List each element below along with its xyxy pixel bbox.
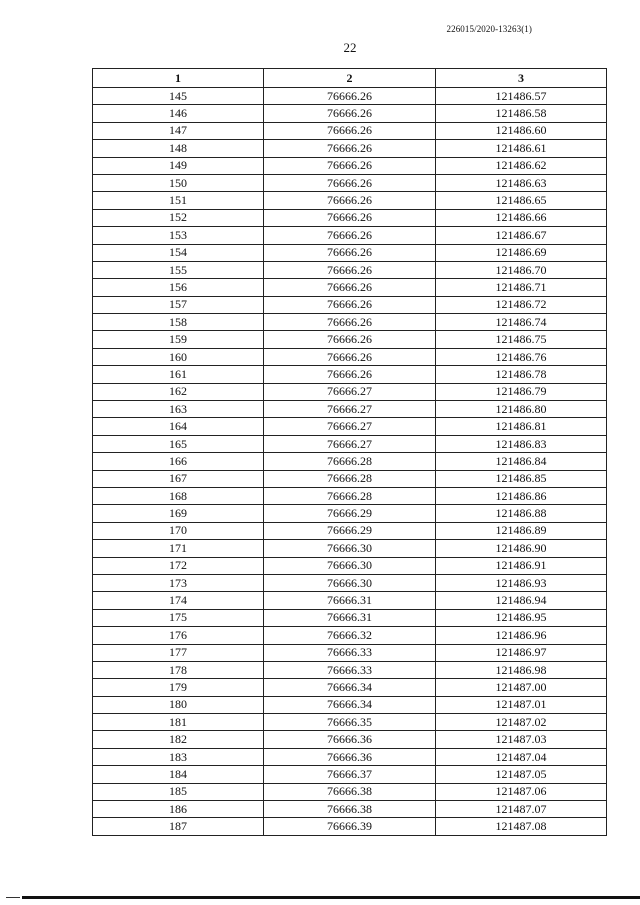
y-coordinate-cell: 121486.94 bbox=[436, 592, 607, 609]
x-coordinate-cell: 76666.26 bbox=[264, 348, 436, 365]
x-coordinate-cell: 76666.26 bbox=[264, 314, 436, 331]
x-coordinate-cell: 76666.31 bbox=[264, 592, 436, 609]
table-row bbox=[93, 540, 607, 557]
footer-rule-stub bbox=[6, 897, 20, 898]
y-coordinate-cell: 121487.05 bbox=[436, 766, 607, 783]
footer-rule bbox=[22, 896, 640, 899]
point-number-cell: 159 bbox=[93, 331, 264, 348]
table-row bbox=[93, 592, 607, 609]
x-coordinate-cell: 76666.34 bbox=[264, 696, 436, 713]
x-coordinate-cell: 76666.38 bbox=[264, 783, 436, 800]
table-row bbox=[93, 661, 607, 678]
x-coordinate-cell: 76666.30 bbox=[264, 574, 436, 591]
y-coordinate-cell: 121486.60 bbox=[436, 122, 607, 139]
point-number-cell: 172 bbox=[93, 557, 264, 574]
y-coordinate-cell: 121486.70 bbox=[436, 261, 607, 278]
table-row bbox=[93, 418, 607, 435]
x-coordinate-cell: 76666.28 bbox=[264, 453, 436, 470]
point-number-cell: 150 bbox=[93, 174, 264, 191]
column-header-3: 3 bbox=[436, 69, 607, 88]
y-coordinate-cell: 121486.84 bbox=[436, 453, 607, 470]
point-number-cell: 186 bbox=[93, 801, 264, 818]
table-row bbox=[93, 227, 607, 244]
point-number-cell: 167 bbox=[93, 470, 264, 487]
table-row bbox=[93, 783, 607, 800]
x-coordinate-cell: 76666.26 bbox=[264, 140, 436, 157]
y-coordinate-cell: 121486.89 bbox=[436, 522, 607, 539]
y-coordinate-cell: 121486.81 bbox=[436, 418, 607, 435]
x-coordinate-cell: 76666.39 bbox=[264, 818, 436, 835]
y-coordinate-cell: 121486.96 bbox=[436, 627, 607, 644]
x-coordinate-cell: 76666.26 bbox=[264, 157, 436, 174]
table-row bbox=[93, 331, 607, 348]
y-coordinate-cell: 121486.88 bbox=[436, 505, 607, 522]
y-coordinate-cell: 121487.02 bbox=[436, 714, 607, 731]
table-row bbox=[93, 644, 607, 661]
table-row bbox=[93, 748, 607, 765]
coordinates-table bbox=[92, 68, 607, 836]
point-number-cell: 183 bbox=[93, 748, 264, 765]
x-coordinate-cell: 76666.29 bbox=[264, 505, 436, 522]
x-coordinate-cell: 76666.29 bbox=[264, 522, 436, 539]
x-coordinate-cell: 76666.26 bbox=[264, 122, 436, 139]
y-coordinate-cell: 121487.08 bbox=[436, 818, 607, 835]
table-row bbox=[93, 122, 607, 139]
point-number-cell: 184 bbox=[93, 766, 264, 783]
y-coordinate-cell: 121486.90 bbox=[436, 540, 607, 557]
x-coordinate-cell: 76666.31 bbox=[264, 609, 436, 626]
x-coordinate-cell: 76666.26 bbox=[264, 366, 436, 383]
x-coordinate-cell: 76666.26 bbox=[264, 88, 436, 105]
y-coordinate-cell: 121486.58 bbox=[436, 105, 607, 122]
y-coordinate-cell: 121487.07 bbox=[436, 801, 607, 818]
point-number-cell: 173 bbox=[93, 574, 264, 591]
x-coordinate-cell: 76666.30 bbox=[264, 540, 436, 557]
y-coordinate-cell: 121486.79 bbox=[436, 383, 607, 400]
y-coordinate-cell: 121486.83 bbox=[436, 435, 607, 452]
point-number-cell: 177 bbox=[93, 644, 264, 661]
x-coordinate-cell: 76666.28 bbox=[264, 470, 436, 487]
x-coordinate-cell: 76666.27 bbox=[264, 383, 436, 400]
table-row bbox=[93, 140, 607, 157]
point-number-cell: 179 bbox=[93, 679, 264, 696]
point-number-cell: 174 bbox=[93, 592, 264, 609]
table-row bbox=[93, 296, 607, 313]
table-body bbox=[93, 88, 607, 836]
point-number-cell: 149 bbox=[93, 157, 264, 174]
x-coordinate-cell: 76666.26 bbox=[264, 227, 436, 244]
y-coordinate-cell: 121486.57 bbox=[436, 88, 607, 105]
x-coordinate-cell: 76666.26 bbox=[264, 279, 436, 296]
page-number: 22 bbox=[343, 40, 357, 55]
x-coordinate-cell: 76666.27 bbox=[264, 418, 436, 435]
point-number-cell: 176 bbox=[93, 627, 264, 644]
table-row bbox=[93, 105, 607, 122]
y-coordinate-cell: 121486.65 bbox=[436, 192, 607, 209]
table-row bbox=[93, 574, 607, 591]
table-row bbox=[93, 174, 607, 191]
y-coordinate-cell: 121486.97 bbox=[436, 644, 607, 661]
point-number-cell: 168 bbox=[93, 487, 264, 504]
x-coordinate-cell: 76666.33 bbox=[264, 644, 436, 661]
x-coordinate-cell: 76666.36 bbox=[264, 731, 436, 748]
table-row bbox=[93, 366, 607, 383]
column-header-2: 2 bbox=[264, 69, 436, 88]
point-number-cell: 157 bbox=[93, 296, 264, 313]
table-row bbox=[93, 818, 607, 835]
point-number-cell: 181 bbox=[93, 714, 264, 731]
point-number-cell: 153 bbox=[93, 227, 264, 244]
y-coordinate-cell: 121486.76 bbox=[436, 348, 607, 365]
document-id: 226015/2020-13263(1) bbox=[446, 24, 532, 34]
point-number-cell: 151 bbox=[93, 192, 264, 209]
table-row bbox=[93, 314, 607, 331]
table-row bbox=[93, 209, 607, 226]
table-row bbox=[93, 609, 607, 626]
point-number-cell: 154 bbox=[93, 244, 264, 261]
y-coordinate-cell: 121486.78 bbox=[436, 366, 607, 383]
table-row bbox=[93, 627, 607, 644]
y-coordinate-cell: 121486.74 bbox=[436, 314, 607, 331]
table-row bbox=[93, 453, 607, 470]
point-number-cell: 158 bbox=[93, 314, 264, 331]
y-coordinate-cell: 121486.85 bbox=[436, 470, 607, 487]
table-row bbox=[93, 731, 607, 748]
x-coordinate-cell: 76666.35 bbox=[264, 714, 436, 731]
y-coordinate-cell: 121486.67 bbox=[436, 227, 607, 244]
table-row bbox=[93, 766, 607, 783]
table-row bbox=[93, 487, 607, 504]
x-coordinate-cell: 76666.26 bbox=[264, 296, 436, 313]
table-row bbox=[93, 557, 607, 574]
table-row bbox=[93, 383, 607, 400]
y-coordinate-cell: 121486.80 bbox=[436, 401, 607, 418]
x-coordinate-cell: 76666.26 bbox=[264, 105, 436, 122]
point-number-cell: 182 bbox=[93, 731, 264, 748]
point-number-cell: 163 bbox=[93, 401, 264, 418]
y-coordinate-cell: 121486.86 bbox=[436, 487, 607, 504]
point-number-cell: 165 bbox=[93, 435, 264, 452]
y-coordinate-cell: 121486.62 bbox=[436, 157, 607, 174]
y-coordinate-cell: 121487.01 bbox=[436, 696, 607, 713]
y-coordinate-cell: 121487.03 bbox=[436, 731, 607, 748]
y-coordinate-cell: 121486.66 bbox=[436, 209, 607, 226]
y-coordinate-cell: 121486.75 bbox=[436, 331, 607, 348]
point-number-cell: 187 bbox=[93, 818, 264, 835]
x-coordinate-cell: 76666.28 bbox=[264, 487, 436, 504]
y-coordinate-cell: 121486.71 bbox=[436, 279, 607, 296]
table-row bbox=[93, 348, 607, 365]
table-row bbox=[93, 470, 607, 487]
point-number-cell: 166 bbox=[93, 453, 264, 470]
table-row bbox=[93, 401, 607, 418]
table-row bbox=[93, 244, 607, 261]
point-number-cell: 171 bbox=[93, 540, 264, 557]
table-row bbox=[93, 192, 607, 209]
point-number-cell: 164 bbox=[93, 418, 264, 435]
point-number-cell: 170 bbox=[93, 522, 264, 539]
table-row bbox=[93, 696, 607, 713]
table-row bbox=[93, 157, 607, 174]
x-coordinate-cell: 76666.33 bbox=[264, 661, 436, 678]
y-coordinate-cell: 121486.63 bbox=[436, 174, 607, 191]
y-coordinate-cell: 121486.69 bbox=[436, 244, 607, 261]
x-coordinate-cell: 76666.36 bbox=[264, 748, 436, 765]
x-coordinate-cell: 76666.26 bbox=[264, 174, 436, 191]
x-coordinate-cell: 76666.30 bbox=[264, 557, 436, 574]
y-coordinate-cell: 121487.00 bbox=[436, 679, 607, 696]
table-row bbox=[93, 279, 607, 296]
point-number-cell: 185 bbox=[93, 783, 264, 800]
y-coordinate-cell: 121486.91 bbox=[436, 557, 607, 574]
point-number-cell: 180 bbox=[93, 696, 264, 713]
table-row bbox=[93, 435, 607, 452]
table-row bbox=[93, 88, 607, 105]
table-row bbox=[93, 679, 607, 696]
point-number-cell: 169 bbox=[93, 505, 264, 522]
point-number-cell: 155 bbox=[93, 261, 264, 278]
x-coordinate-cell: 76666.38 bbox=[264, 801, 436, 818]
table-row bbox=[93, 261, 607, 278]
column-header-1: 1 bbox=[93, 69, 264, 88]
table-row bbox=[93, 522, 607, 539]
x-coordinate-cell: 76666.27 bbox=[264, 401, 436, 418]
point-number-cell: 161 bbox=[93, 366, 264, 383]
y-coordinate-cell: 121486.72 bbox=[436, 296, 607, 313]
point-number-cell: 146 bbox=[93, 105, 264, 122]
y-coordinate-cell: 121486.61 bbox=[436, 140, 607, 157]
x-coordinate-cell: 76666.26 bbox=[264, 244, 436, 261]
y-coordinate-cell: 121487.04 bbox=[436, 748, 607, 765]
point-number-cell: 156 bbox=[93, 279, 264, 296]
x-coordinate-cell: 76666.26 bbox=[264, 209, 436, 226]
x-coordinate-cell: 76666.26 bbox=[264, 192, 436, 209]
y-coordinate-cell: 121486.95 bbox=[436, 609, 607, 626]
point-number-cell: 148 bbox=[93, 140, 264, 157]
point-number-cell: 160 bbox=[93, 348, 264, 365]
point-number-cell: 178 bbox=[93, 661, 264, 678]
x-coordinate-cell: 76666.27 bbox=[264, 435, 436, 452]
table-row bbox=[93, 801, 607, 818]
x-coordinate-cell: 76666.26 bbox=[264, 331, 436, 348]
point-number-cell: 175 bbox=[93, 609, 264, 626]
x-coordinate-cell: 76666.32 bbox=[264, 627, 436, 644]
y-coordinate-cell: 121487.06 bbox=[436, 783, 607, 800]
point-number-cell: 145 bbox=[93, 88, 264, 105]
point-number-cell: 162 bbox=[93, 383, 264, 400]
y-coordinate-cell: 121486.93 bbox=[436, 574, 607, 591]
x-coordinate-cell: 76666.37 bbox=[264, 766, 436, 783]
table-row bbox=[93, 714, 607, 731]
x-coordinate-cell: 76666.26 bbox=[264, 261, 436, 278]
table-header-row bbox=[93, 69, 607, 88]
point-number-cell: 147 bbox=[93, 122, 264, 139]
table-row bbox=[93, 505, 607, 522]
x-coordinate-cell: 76666.34 bbox=[264, 679, 436, 696]
point-number-cell: 152 bbox=[93, 209, 264, 226]
y-coordinate-cell: 121486.98 bbox=[436, 661, 607, 678]
